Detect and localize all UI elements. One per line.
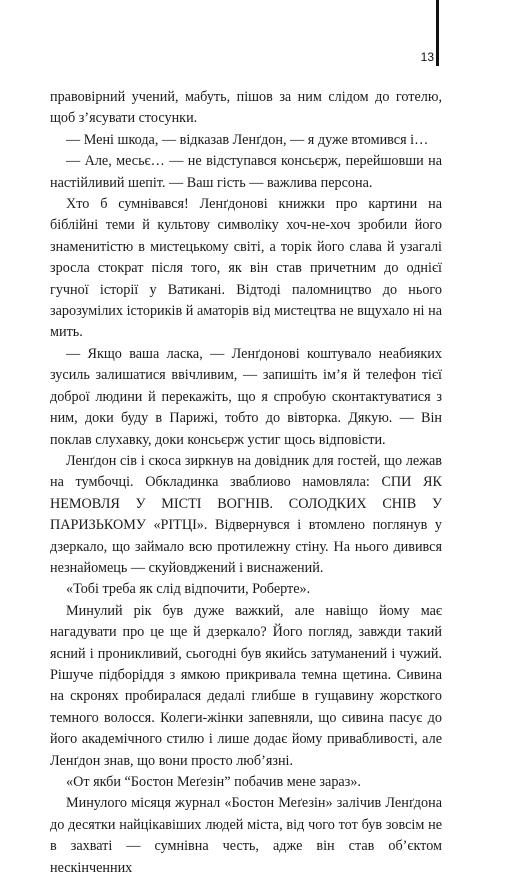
paragraph-10: Минулого місяця журнал «Бостон Меґезін» залічив Ленґдона до десятки найцікавіших людей міста, від чого тот був зовсім не в захваті — сумнівна честь, адже він став об’єктом нескінченних: [50, 795, 442, 876]
paragraph-8: Минулий рік був дуже важкий, але навіщо йому має нагадувати про це ще й дзеркало? Його погляд, завжди такий ясний і проникливий, сьогодні був якийсь затуманений і чужий. Рішуче підборіддя з ямкою прикривала темна щетина. Сивина на скронях пробиралася дедалі глибше в гущавину жорсткого темного волосся. Колеги-жінки запевняли, що сивина пасує до його академічного стилю і лише додає йому привабливості, але Ленґдон знав, що вони просто люб’язні.: [50, 602, 442, 769]
page-number: 13: [420, 50, 434, 64]
paragraph-7: «Тобі треба як слід відпочити, Роберте».: [66, 581, 311, 598]
paragraph-5: — Якщо ваша ласка, — Ленґдонові коштувало неабияких зусиль залишатися ввічливим, — запишіть ім’я й телефон тієї доброї людини й перекажіть, що я спробую сконтактуватися з ним, доки буду в Парижі, тобто до вівторка. Дякую. — Він поклав слухавку, доки консьєрж устиг щось відповісти.: [50, 345, 442, 448]
paragraph-6: Ленґдон сів і скоса зиркнув на довідник для гостей, що лежав на тумбочці. Обкладинка зваблиово намовляла: СПИ ЯК НЕМОВЛЯ У МІСТІ ВОГНІВ. СОЛОДКИХ СНІВ У ПАРИЗЬКОМУ «РІТЦІ». Відвернувся і втомлено поглянув у дзеркало, що займало всю протилежну стіну. На нього дивився незнайомець — скуйовджений і виснажений.: [50, 452, 442, 576]
paragraph-2: — Мені шкода, — відказав Ленґдон, — я дуже втомився і…: [66, 131, 429, 148]
paragraph-4: Хто б сумнівався! Ленґдонові книжки про картини на біблійні теми й культову символіку хоч-не-хоч зробили його знаменитістю в мистецькому світі, а торік його слава й узагалі зросла стократ після того, як він став причетним до однієї гучної історії у Ватикані. Відтоді паломництво до нього зарозумілих істориків й аматорів від мистецтва не вщухало ні на мить.: [50, 196, 442, 341]
page-edge-rule: [436, 0, 439, 66]
paragraph-3: — Але, месьє… — не відступався консьєрж, перейшовши на настійливий шепіт. — Ваш гість — важлива персона.: [50, 153, 442, 191]
body-text: [50, 87, 442, 879]
paragraph-9: «От якби “Бостон Меґезін” побачив мене зараз».: [66, 774, 361, 790]
paragraph-1: правовірний учений, мабуть, пішов за ним слідом до готелю, щоб з’ясувати стосунки.: [50, 89, 442, 127]
